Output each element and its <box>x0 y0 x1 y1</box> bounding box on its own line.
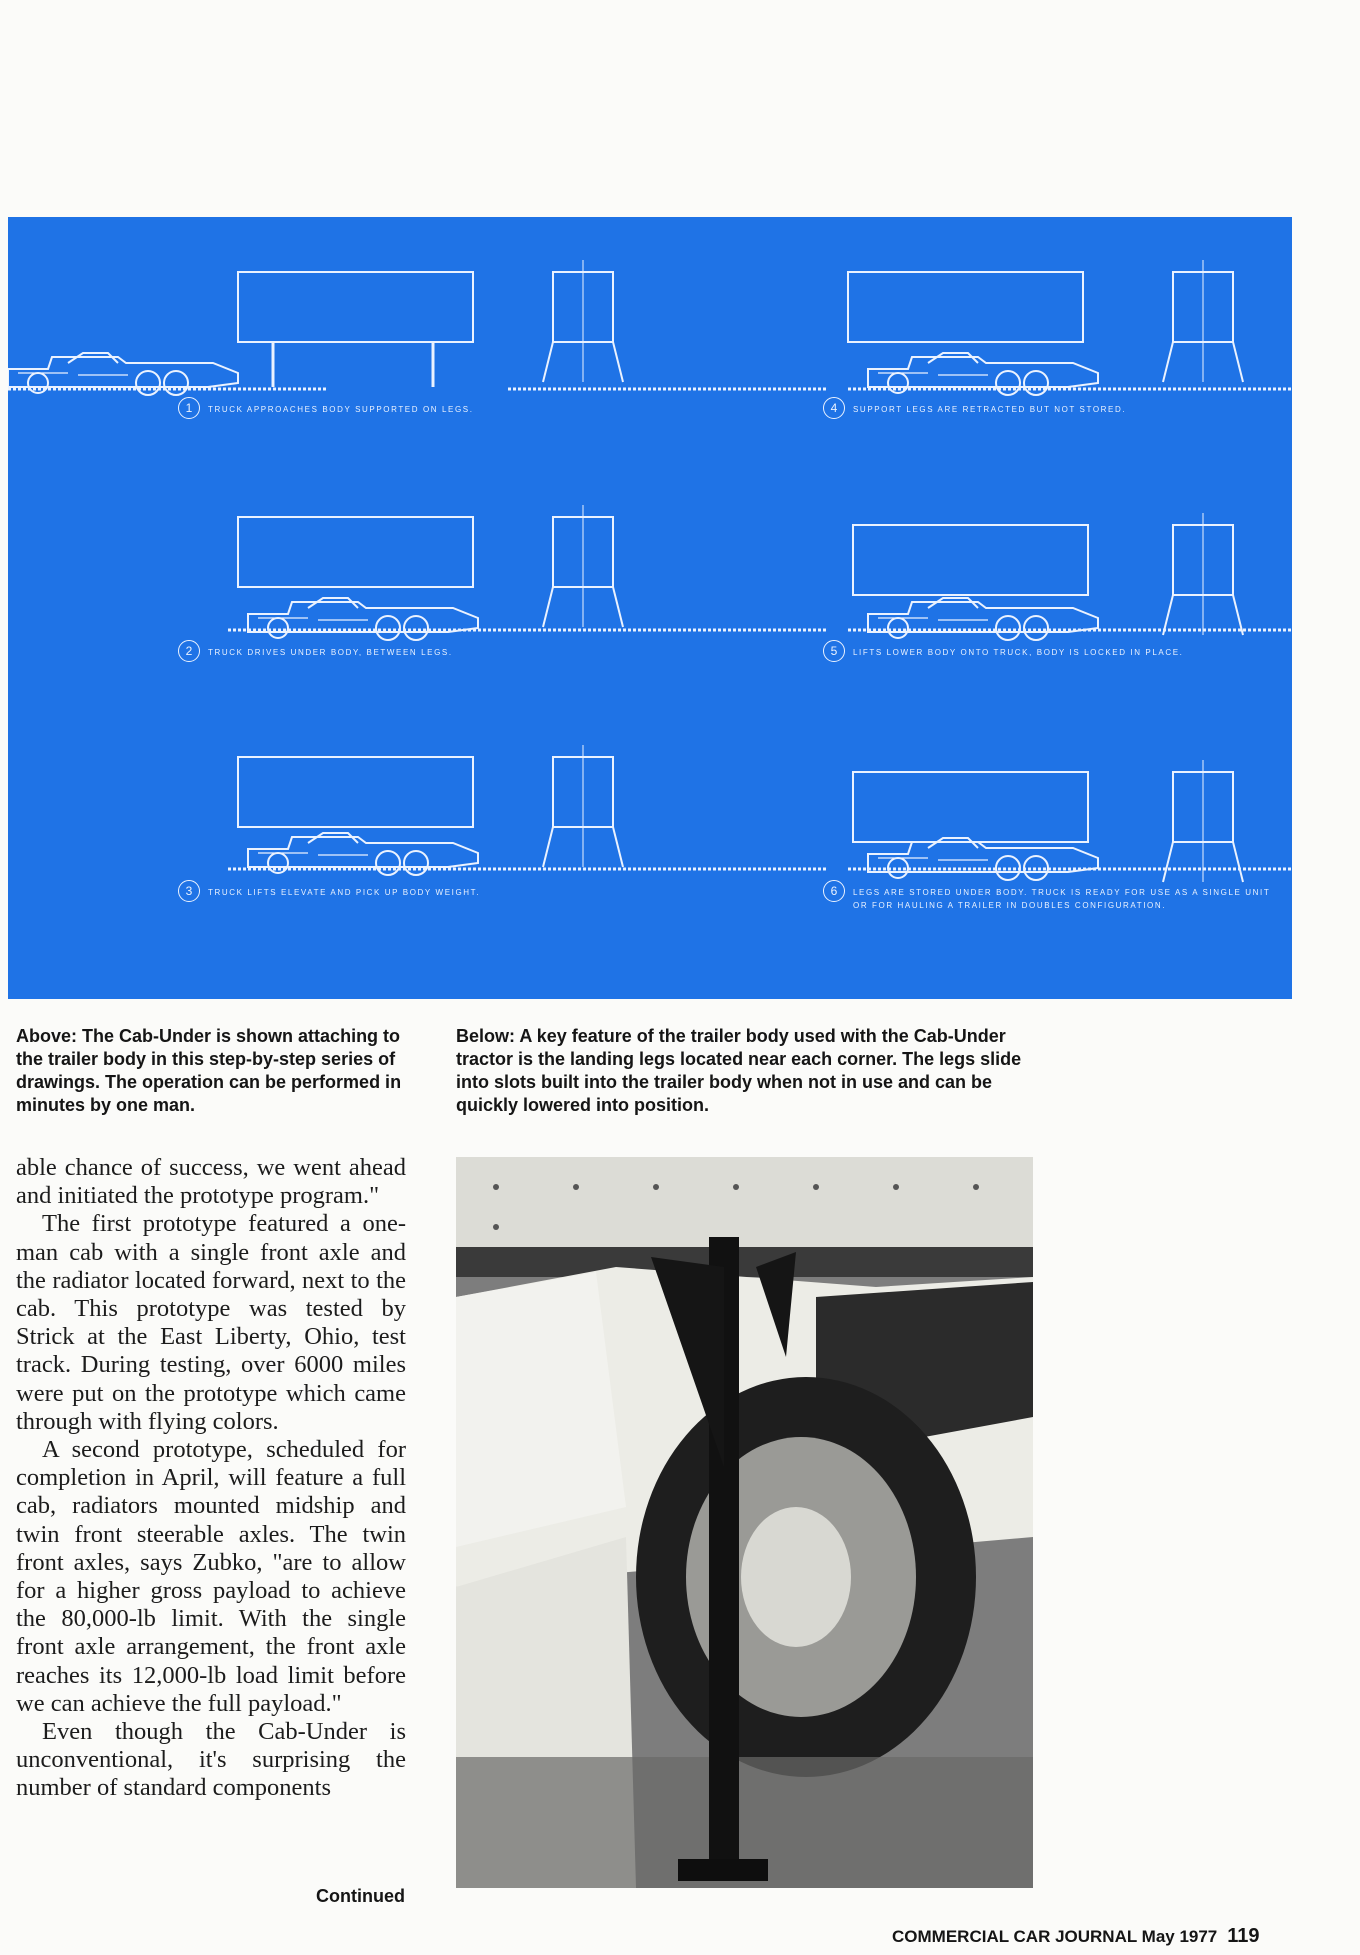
step-number-1: 1 <box>178 397 200 419</box>
caption-below-text: A key feature of the trailer body used with the Cab-Under tractor is the landing legs located near each corner. The legs slide into slots built into the trailer body when not in use and can be quickly lowered into position. <box>456 1026 1022 1115</box>
step-number-2: 2 <box>178 640 200 662</box>
article-paragraph: able chance of success, we went ahead and initiated the prototype program." <box>16 1154 406 1210</box>
step-caption-3: TRUCK LIFTS ELEVATE AND PICK UP BODY WEIGHT. <box>208 888 481 897</box>
diagram-step-4 <box>848 260 1292 395</box>
step-number-4: 4 <box>823 397 845 419</box>
diagram-step-1 <box>8 260 828 395</box>
trailer-leg-illustration <box>456 1157 1033 1888</box>
article-paragraph: A second prototype, scheduled for completion in April, will feature a full cab, radiators mounted midship and twin front steerable axles. The twin front axles, says Zubko, "are to allow for a higher gross payload to achieve the 80,000-lb limit. With the single front axle arrangement, the front axle reaches its 12,000-lb load limit before we can achieve the full payload." <box>16 1436 406 1717</box>
blueprint-drawings <box>8 217 1292 999</box>
caption-above-lead: Above: <box>16 1026 78 1046</box>
step-caption-1: TRUCK APPROACHES BODY SUPPORTED ON LEGS. <box>208 405 474 414</box>
continued-label: Continued <box>316 1886 405 1906</box>
caption-below-lead: Below: <box>456 1026 516 1046</box>
diagram-step-6 <box>848 760 1292 882</box>
caption-above-text: The Cab-Under is shown attaching to the trailer body in this step-by-step series of drawings. The operation can be performed in minutes by one man. <box>16 1026 402 1115</box>
step-caption-6: LEGS ARE STORED UNDER BODY. TRUCK IS READY FOR USE AS A SINGLE UNIT OR FOR HAULING A TRAILER IN DOUBLES CONFIGURATION. <box>853 888 1271 910</box>
publication-name: COMMERCIAL CAR JOURNAL May 1977 <box>892 1927 1218 1946</box>
article-paragraph: The first prototype featured a one-man cab with a single front axle and the radiator located forward, next to the cab. This prototype was tested by Strick at the East Liberty, Ohio, test track. During testing, over 6000 miles were put on the prototype which came through with flying colors. <box>16 1210 406 1435</box>
diagram-step-2 <box>228 505 828 640</box>
article-paragraph: Even though the Cab-Under is unconventional, it's surprising the number of standard components <box>16 1718 406 1802</box>
caption-above <box>16 1025 410 1117</box>
page-number: 119 <box>1227 1925 1260 1947</box>
step-caption-4: SUPPORT LEGS ARE RETRACTED BUT NOT STORED. <box>853 405 1127 414</box>
step-number-3: 3 <box>178 880 200 902</box>
diagram-step-5 <box>848 513 1292 640</box>
blueprint-illustration <box>8 217 1292 999</box>
step-number-6: 6 <box>823 880 845 902</box>
page-footer <box>892 1925 1260 1948</box>
step-number-5: 5 <box>823 640 845 662</box>
step-caption-5: LIFTS LOWER BODY ONTO TRUCK, BODY IS LOCKED IN PLACE. <box>853 648 1184 657</box>
diagram-step-3 <box>228 745 828 875</box>
article-body <box>16 1154 406 1803</box>
caption-below <box>456 1025 1036 1117</box>
step-caption-2: TRUCK DRIVES UNDER BODY, BETWEEN LEGS. <box>208 648 453 657</box>
trailer-leg-photo <box>456 1157 1033 1888</box>
